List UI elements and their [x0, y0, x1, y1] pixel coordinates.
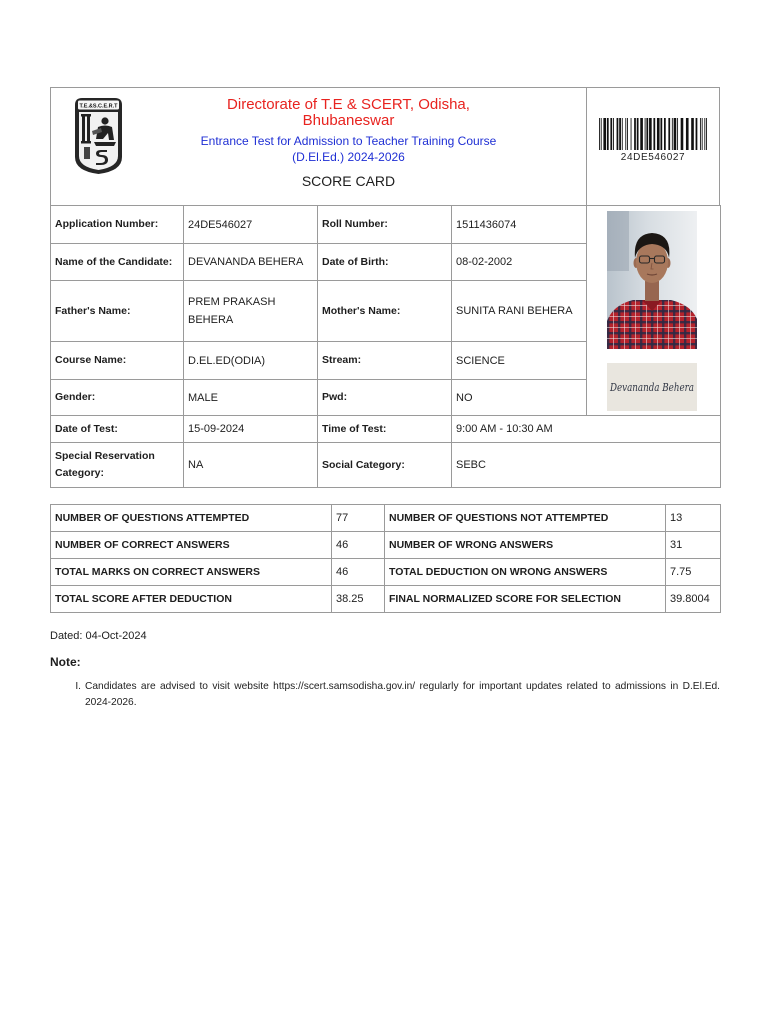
- barcode-bar: [672, 118, 673, 150]
- score-after-deduction-value: 38.25: [332, 586, 385, 613]
- barcode-bar: [649, 118, 652, 150]
- marks-on-correct-value: 46: [332, 559, 385, 586]
- score-card-heading: SCORE CARD: [301, 173, 396, 189]
- time-of-test-label: Time of Test:: [318, 416, 452, 443]
- barcode-bar: [674, 118, 677, 150]
- questions-attempted-value: 77: [332, 505, 385, 532]
- questions-not-attempted-value: 13: [666, 505, 721, 532]
- barcode-bar: [617, 118, 619, 150]
- candidate-details-table: [50, 205, 721, 488]
- questions-attempted-label: NUMBER OF QUESTIONS ATTEMPTED: [51, 505, 332, 532]
- correct-answers-label: NUMBER OF CORRECT ANSWERS: [51, 532, 332, 559]
- stream-label: Stream:: [318, 342, 452, 380]
- date-of-test-label: Date of Test:: [51, 416, 184, 443]
- date-of-test-value: 15-09-2024: [184, 416, 318, 443]
- barcode-bar: [681, 118, 684, 150]
- signature-lettering: Devananda Behera: [609, 381, 694, 394]
- barcode-bar: [657, 118, 660, 150]
- time-of-test-value: 9:00 AM - 10:30 AM: [452, 416, 721, 443]
- barcode-bar: [599, 118, 600, 150]
- application-number-value: 24DE546027: [184, 206, 318, 244]
- barcode-bar: [653, 118, 655, 150]
- barcode-bar: [660, 118, 662, 150]
- barcode-bar: [619, 118, 621, 150]
- exam-subtitle-line-2: (D.El.Ed.) 2024-2026: [292, 150, 405, 164]
- barcode-bar: [640, 118, 643, 150]
- application-number-label: Application Number:: [51, 206, 184, 244]
- barcode-bar: [704, 118, 705, 150]
- barcode-bar: [668, 118, 670, 150]
- logo-lettering: T.E.&S.C.E.R.T: [79, 103, 119, 110]
- note-item: [50, 679, 720, 711]
- barcode-bar: [610, 118, 612, 150]
- barcode-area: [587, 88, 719, 205]
- barcode-bar: [607, 118, 609, 150]
- barcode-bar: [603, 118, 606, 150]
- barcode-bar: [601, 118, 602, 150]
- org-title-line-2: Bhubaneswar: [302, 112, 395, 129]
- correct-answers-value: 46: [332, 532, 385, 559]
- course-name-label: Course Name:: [51, 342, 184, 380]
- issue-date: Dated: 04-Oct-2024: [50, 630, 147, 642]
- details-row: [51, 206, 721, 244]
- candidate-name-value: DEVANANDA BEHERA: [184, 244, 318, 281]
- date-of-birth-value: 08-02-2002: [452, 244, 587, 281]
- barcode-bar: [625, 118, 626, 150]
- barcode-bar: [691, 118, 694, 150]
- score-row: [51, 559, 721, 586]
- date-of-birth-label: Date of Birth:: [318, 244, 452, 281]
- org-title-line-1: Directorate of T.E & SCERT, Odisha,: [227, 96, 470, 113]
- questions-not-attempted-label: NUMBER OF QUESTIONS NOT ATTEMPTED: [385, 505, 666, 532]
- normalized-score-label: FINAL NORMALIZED SCORE FOR SELECTION: [385, 586, 666, 613]
- pwd-label: Pwd:: [318, 380, 452, 416]
- father-name-label: Father's Name:: [51, 281, 184, 342]
- father-name-value: PREM PRAKASH BEHERA: [184, 281, 318, 342]
- barcode-number: 24DE546027: [620, 152, 686, 163]
- marks-on-correct-label: TOTAL MARKS ON CORRECT ANSWERS: [51, 559, 332, 586]
- details-row: [51, 443, 721, 488]
- note-text: Candidates are advised to visit website https://scert.samsodisha.gov.in/ regularly for important updates related to admissions in D.El.Ed. 2024-2026.: [85, 681, 720, 708]
- social-category-label: Social Category:: [318, 443, 452, 488]
- header-titles: [111, 97, 586, 190]
- exam-subtitle-line-1: Entrance Test for Admission to Teacher Training Course: [200, 134, 497, 148]
- barcode-bar: [696, 118, 698, 150]
- candidate-signature: [607, 363, 697, 411]
- score-card-page: [50, 87, 720, 711]
- score-summary-table: [50, 504, 721, 613]
- candidate-name-label: Name of the Candidate:: [51, 244, 184, 281]
- barcode-bar: [613, 118, 614, 150]
- gender-label: Gender:: [51, 380, 184, 416]
- barcode-bar: [677, 118, 678, 150]
- social-category-value: SEBC: [452, 443, 721, 488]
- stream-value: SCIENCE: [452, 342, 587, 380]
- roll-number-value: 1511436074: [452, 206, 587, 244]
- special-reservation-category-value: NA: [184, 443, 318, 488]
- barcode-bar: [700, 118, 701, 150]
- wrong-answers-label: NUMBER OF WRONG ANSWERS: [385, 532, 666, 559]
- barcode-bar: [646, 118, 648, 150]
- mother-name-label: Mother's Name:: [318, 281, 452, 342]
- barcode-bar: [645, 118, 646, 150]
- details-row: [51, 416, 721, 443]
- barcode-bar: [634, 118, 636, 150]
- barcode-bar: [631, 118, 632, 150]
- score-after-deduction-label: TOTAL SCORE AFTER DEDUCTION: [51, 586, 332, 613]
- roll-number-label: Roll Number:: [318, 206, 452, 244]
- header-title-area: [51, 88, 587, 205]
- barcode-bar: [686, 118, 689, 150]
- course-name-value: D.EL.ED(ODIA): [184, 342, 318, 380]
- score-row: [51, 532, 721, 559]
- barcode-bar: [664, 118, 666, 150]
- barcode-bar: [622, 118, 623, 150]
- barcode-bar: [706, 118, 707, 150]
- special-reservation-category-label: Special Reservation Category:: [51, 443, 184, 488]
- note-marker: I.: [75, 681, 81, 692]
- mother-name-value: SUNITA RANI BEHERA: [452, 281, 587, 342]
- barcode-bar: [627, 118, 628, 150]
- normalized-score-value: 39.8004: [666, 586, 721, 613]
- score-card-header: [50, 87, 720, 205]
- barcode-bar: [637, 118, 639, 150]
- photo-signature-cell: [587, 206, 721, 416]
- gender-value: MALE: [184, 380, 318, 416]
- wrong-answers-value: 31: [666, 532, 721, 559]
- barcode-bar: [702, 118, 703, 150]
- deduction-on-wrong-value: 7.75: [666, 559, 721, 586]
- barcode: [599, 118, 707, 150]
- score-row: [51, 586, 721, 613]
- photo-signature-wrap: [587, 206, 720, 414]
- score-row: [51, 505, 721, 532]
- note-heading: Note:: [50, 655, 81, 669]
- notes-list: [50, 679, 720, 711]
- candidate-photo: [607, 211, 697, 349]
- deduction-on-wrong-label: TOTAL DEDUCTION ON WRONG ANSWERS: [385, 559, 666, 586]
- pwd-value: NO: [452, 380, 587, 416]
